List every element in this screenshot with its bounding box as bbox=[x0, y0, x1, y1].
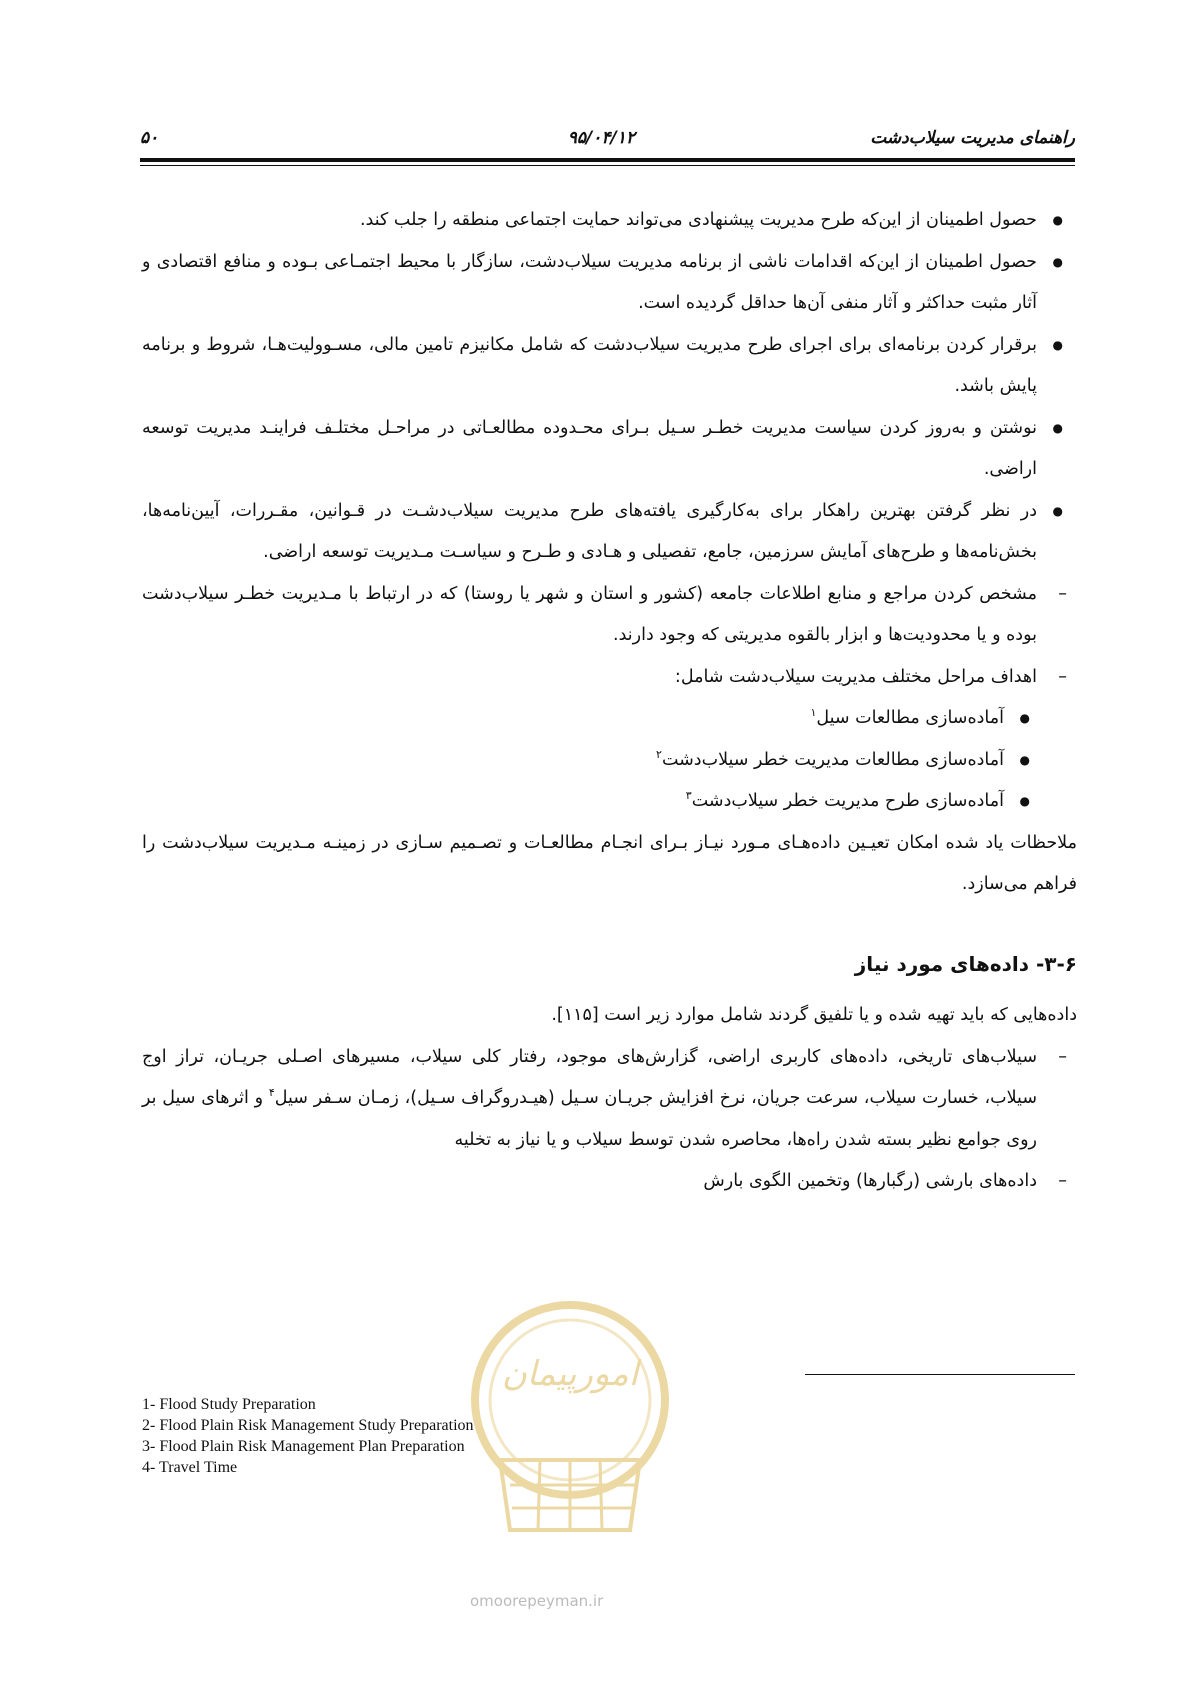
bullet-item: ● در نظر گرفتن بهترین راهکار برای به‌کارگیری یافته‌های طرح مدیریت سیلاب‌دشـت در قـوانین، مقـررات، آیین‌نامه‌ها، بخش‌نامه‌ها و طرح‌های آمایش سرزمین، جامع، تفصیلی و هـادی و طـرح و سیاسـت مـدیریت توسعه اراضی. bbox=[142, 491, 1077, 574]
sub-bullet-list bbox=[142, 698, 1077, 823]
sub-bullet-item bbox=[142, 698, 1077, 740]
bullet-item: ● نوشتن و به‌روز کردن سیاست مدیریت خطـر سـیل بـرای محـدوده مطالعـاتی در مراحـل مختلـف فراینـد مدیریت توسعه اراضی. bbox=[142, 408, 1077, 491]
footnotes bbox=[142, 1394, 474, 1478]
watermark-site: omoorepeyman.ir bbox=[470, 1592, 604, 1610]
sub-bullet-item bbox=[142, 781, 1077, 823]
data-item-text-b: و اثرهای سیل بر روی جوامع نظیر بسته شدن راه‌ها، محاصره شدن توسط سیلاب و یا نیاز به تخلیه bbox=[142, 1088, 1037, 1150]
bullet-list bbox=[142, 200, 1077, 574]
page-body bbox=[142, 200, 1077, 1203]
bullet-item: ● برقرار کردن برنامه‌ای برای اجرای طرح مدیریت سیلاب‌دشت که شامل مکانیزم تامین مالی، مسـوولیت‌هـا، شروط و برنامه پایش باشد. bbox=[142, 325, 1077, 408]
data-item bbox=[142, 1037, 1077, 1162]
footnote-ref: ۱ bbox=[810, 706, 817, 720]
page-number: ۵۰ bbox=[140, 128, 159, 148]
footnote-ref: ۴ bbox=[268, 1086, 275, 1100]
section-intro: داده‌هایی که باید تهیه شده و یا تلفیق گردند شامل موارد زیر است [۱۱۵]. bbox=[551, 1005, 1077, 1025]
footnote: 3- Flood Plain Risk Management Plan Preparation bbox=[142, 1438, 465, 1455]
header-rule-thin bbox=[140, 165, 1075, 166]
header-title: راهنمای مدیریت سیلاب‌دشت bbox=[870, 128, 1075, 148]
bullet-item: ● حصول اطمینان از این‌که طرح مدیریت پیشنهادی می‌تواند حمایت اجتماعی منطقه را جلب کند. bbox=[142, 200, 1077, 242]
body-paragraph: ملاحظات یاد شده امکان تعیـین داده‌هـای مـورد نیـاز بـرای انجـام مطالعـات و تصـمیم سـازی در زمینـه مـدیریت سیلاب‌دشت را فراهم می‌سازد. bbox=[142, 832, 1077, 894]
footnote-ref: ۳ bbox=[685, 789, 692, 803]
footnote: 2- Flood Plain Risk Management Study Preparation bbox=[142, 1417, 474, 1434]
page-header bbox=[140, 128, 1075, 168]
data-item-text-a: سیلاب‌های تاریخی، داده‌های کاربری اراضی، گزارش‌های موجود، رفتار کلی سیلاب، مسیرهای اصـلی جریـان، تراز اوج سیلاب، خسارت سیلاب، سرعت جریان، نرخ افزایش جریـان سـیل (هیـدروگراف سـیل)، زمـان سـفر سیل bbox=[142, 1046, 1038, 1108]
section-heading: ۳-۶- داده‌های مورد نیاز bbox=[854, 951, 1077, 976]
watermark-logo-text: امورپیمان bbox=[501, 1354, 639, 1394]
bullet-item: ● حصول اطمینان از این‌که اقدامات ناشی از برنامه مدیریت سیلاب‌دشت، سازگار با محیط اجتمـاعی بـوده و منافع اقتصادی و آثار مثبت حداکثر و آثار منفی آن‌ها حداقل گردیده است. bbox=[142, 242, 1077, 325]
dash-item: – اهداف مراحل مختلف مدیریت سیلاب‌دشت شامل: bbox=[142, 657, 1077, 699]
header-rule-thick bbox=[140, 158, 1075, 162]
footnote-ref: ۲ bbox=[656, 747, 662, 761]
sub-item-text: آماده‌سازی طرح مدیریت خطر سیلاب‌دشت bbox=[691, 791, 1004, 811]
dash-list bbox=[142, 574, 1077, 699]
header-date: ۹۵/۰۴/۱۲ bbox=[567, 128, 635, 148]
sub-item-text: آماده‌سازی مطالعات سیل bbox=[816, 708, 1004, 728]
data-item: – داده‌های بارشی (رگبارها) وتخمین الگوی بارش bbox=[142, 1161, 1077, 1203]
footnote: 4- Travel Time bbox=[142, 1459, 238, 1476]
footnote: 1- Flood Study Preparation bbox=[142, 1396, 316, 1413]
data-list bbox=[142, 1037, 1077, 1203]
sub-bullet-item bbox=[142, 740, 1077, 782]
watermark-logo bbox=[440, 1290, 700, 1570]
dash-item: – مشخص کردن مراجع و منابع اطلاعات جامعه (کشور و استان و شهر یا روستا) که در ارتباط با مـدیریت خطـر سیلاب‌دشت بوده و یا محدودیت‌ها و ابزار بالقوه مدیریتی که وجود دارند. bbox=[142, 574, 1077, 657]
footnote-separator bbox=[805, 1374, 1075, 1375]
sub-item-text: آماده‌سازی مطالعات مدیریت خطر سیلاب‌دشت bbox=[661, 749, 1004, 770]
